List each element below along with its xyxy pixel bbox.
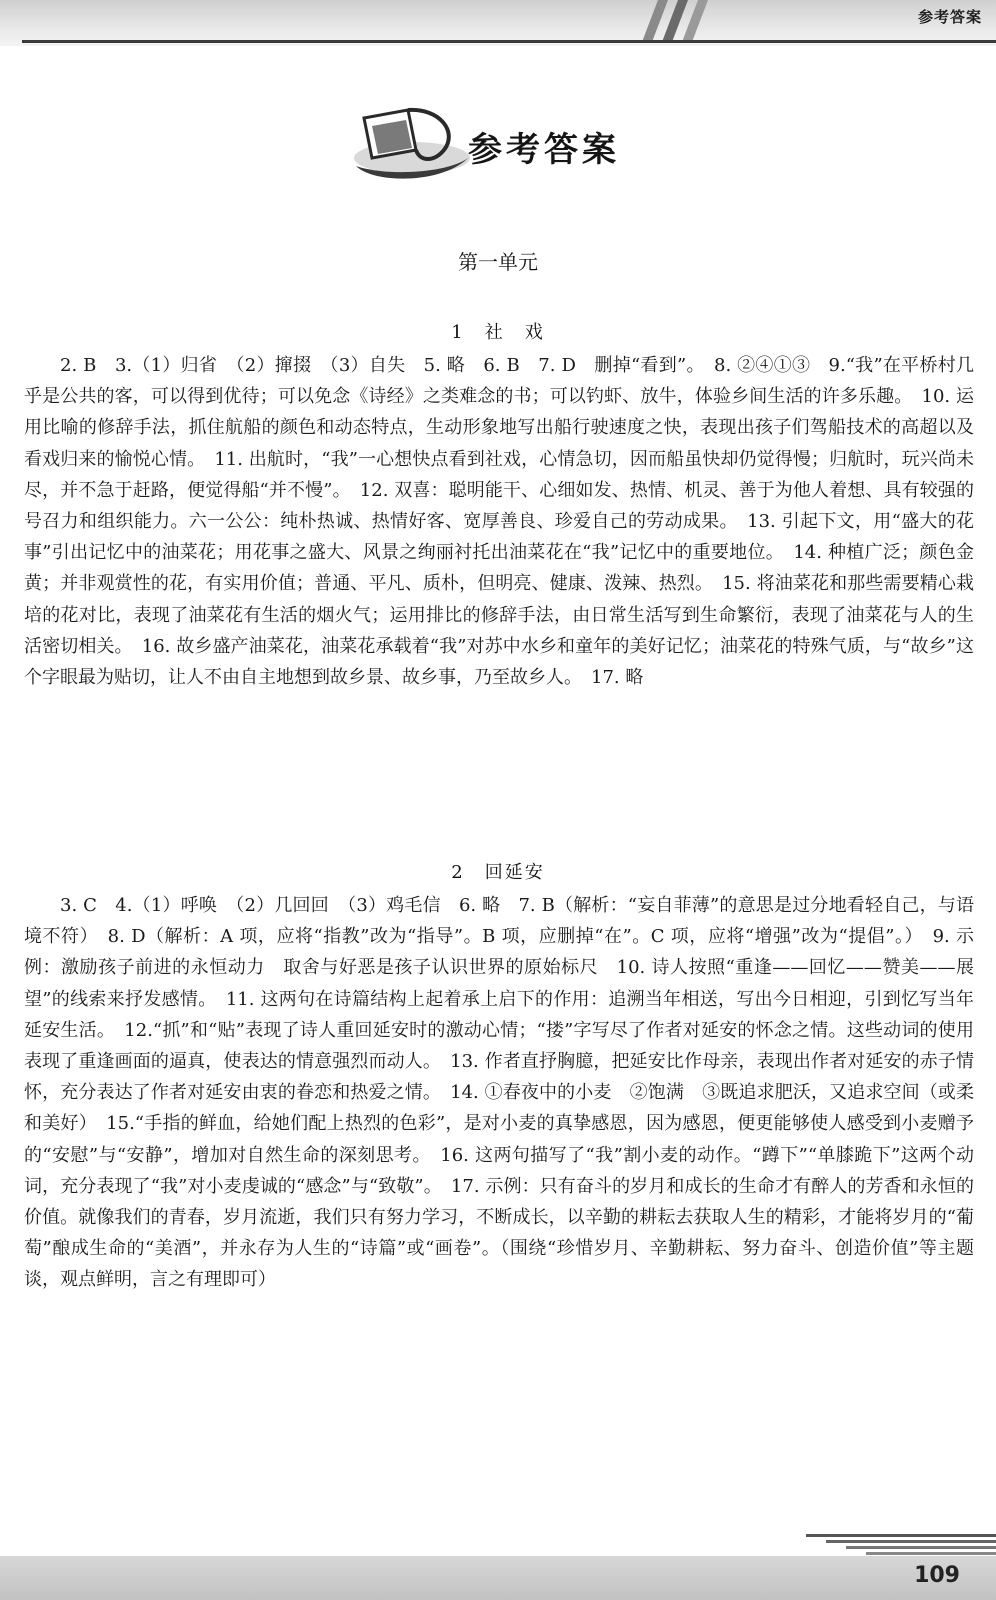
answer-paragraph: 2. B 3.（1）归省 （2）撺掇 （3）自失 5. 略 6. B 7. D 删掉“看到”。 8. ②④①③ 9.“我”在平桥村几乎是公共的客，可以得到优待；可以免念《诗经》之类难念的书；可以钓虾、放牛，体验乡间生活的许多乐趣。 10. 运用比喻的修辞手法，抓住航船的颜色和动态特点，生动形象地写出船行驶速度之快，表现出孩子们驾船技术的高超以及看戏归来的愉悦心情。 11. 出航时，“我”一心想快点看到社戏，心情急切，因而船虽快却仍觉得慢；归航时，玩兴尚未尽，并不急于赶路，便觉得船“并不慢”。 12. 双喜：聪明能干、心细如发、热情、机灵、善于为他人着想、具有较强的号召力和组织能力。六一公公：纯朴热诚、热情好客、宽厚善良、珍爱自己的劳动成果。 13. 引起下文，用“盛大的花事”引出记忆中的油菜花；用花事之盛大、风景之绚丽衬托出油菜花在“我”记忆中的重要地位。 14. 种植广泛；颜色金黄；并非观赏性的花，有实用价值；普通、平凡、质朴，但明亮、健康、泼辣、热烈。 15. 将油菜花和那些需要精心栽培的花对比，表现了油菜花有生活的烟火气；运用排比的修辞手法，由日常生活写到生命繁衍，表现了油菜花与人的生活密切相关。 16. 故乡盛产油菜花，油菜花承载着“我”对苏中水乡和童年的美好记忆；油菜花的特殊气质，与“故乡”这个字眼最为贴切，让人不由自主地想到故乡景、故乡事，乃至故乡人。 17. 略 xyxy=(24,355,974,689)
header-label: 参考答案 xyxy=(917,8,982,26)
section-answers-shexi xyxy=(24,350,974,693)
section-heading-shexi: 1 社 戏 xyxy=(451,322,545,343)
title-block xyxy=(350,104,650,184)
page-number: 109 xyxy=(914,1563,960,1588)
section-heading-huiyanan: 2 回延安 xyxy=(451,862,545,883)
header-stripes-decoration xyxy=(628,0,718,42)
book-swoosh-icon xyxy=(350,104,470,184)
footer-bar xyxy=(0,1556,996,1600)
answer-paragraph: 3. C 4.（1）呼唤 （2）几回回 （3）鸡毛信 6. 略 7. B（解析：“妄自菲薄”的意思是过分地看轻自己，与语境不符） 8. D（解析：A 项，应将“指教”改为“指导”。B 项，应删掉“在”。C 项，应将“增强”改为“提倡”。） 9. 示例：激励孩子前进的永恒动力 取舍与好恶是孩子认识世界的原始标尺 10. 诗人按照“重逢——回忆——赞美——展望”的线索来抒发感情。 11. 这两句在诗篇结构上起着承上启下的作用：追溯当年相送，写出今日相迎，引到忆写当年延安生活。 12.“抓”和“贴”表现了诗人重回延安时的激动心情；“搂”字写尽了作者对延安的怀念之情。这些动词的使用表现了重逢画面的逼真，使表达的情意强烈而动人。 13. 作者直抒胸臆，把延安比作母亲，表现出作者对延安的赤子情怀，充分表达了作者对延安由衷的眷恋和热爱之情。 14. ①春夜中的小麦 ②饱满 ③既追求肥沃，又追求空间（或柔和美好） 15.“手指的鲜血，给她们配上热烈的色彩”，是对小麦的真挚感恩，因为感恩，便更能够使人感受到小麦赠予的“安慰”与“安静”，增加对自然生命的深刻思考。 16. 这两句描写了“我”割小麦的动作。“蹲下”“单膝跪下”这两个动词，充分表现了“我”对小麦虔诚的“感念”与“致敬”。 17. 示例：只有奋斗的岁月和成长的生命才有醉人的芳香和永恒的价值。就像我们的青春，岁月流逝，我们只有努力学习，不断成长，以辛勤的耕耘去获取人生的精彩，才能将岁月的“葡萄”酿成生命的“美酒”，并永存为人生的“诗篇”或“画卷”。（围绕“珍惜岁月、辛勤耕耘、努力奋斗、创造价值”等主题谈，观点鲜明，言之有理即可） xyxy=(24,895,974,1291)
unit-heading: 第一单元 xyxy=(458,250,538,274)
section-answers-huiyanan xyxy=(24,890,974,1296)
header-rule xyxy=(22,40,996,43)
footer-band xyxy=(0,1526,996,1600)
page-title: 参考答案 xyxy=(468,130,620,170)
header-band xyxy=(0,0,996,46)
footer-stripes-decoration xyxy=(806,1532,996,1556)
